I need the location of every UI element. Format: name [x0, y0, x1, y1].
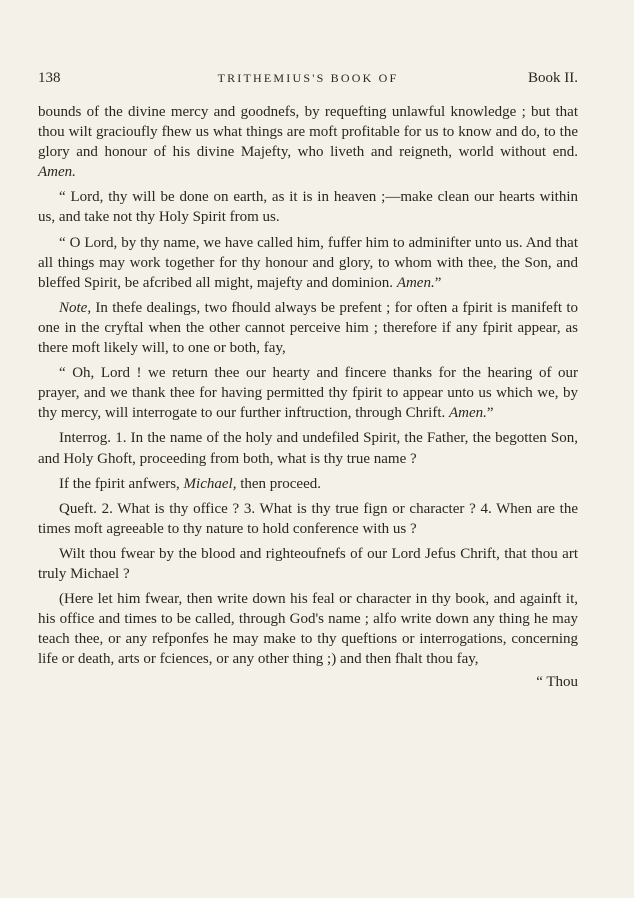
text-segment: Interrog. 1. In the name of the holy and undefiled Spirit, the Father, the begotten Son, and Holy Ghoft, proceeding from both, what is thy true name ? — [38, 430, 578, 467]
text-segment: Wilt thou fwear by the blood and righteoufnefs of our Lord Jefus Chrift, that thou art truly Michael ? — [38, 545, 578, 582]
paragraph — [38, 233, 578, 293]
text-segment: bounds of the divine mercy and goodnefs, by requefting unlawful knowledge ; but that thou wilt gracioufly fhew us what things are moft profitable for us to know and do, to the glory and honour of his divine Majefty, who liveth and reigneth, world without end. — [38, 104, 578, 161]
text-segment: If the fpirit anfwers, — [59, 475, 184, 492]
paragraph — [38, 363, 578, 423]
text-segment: ” — [486, 405, 494, 422]
text-segment: (Here let him fwear, then write down his feal or character in thy book, and againft it, his office and times to be called, through God's name ; alfo write down any thing he may teach thee, or any refponfes he may make to thy queftions or interrogations, concerning life or death, arts or fciences, or any other thing ;) and then fhalt thou fay, — [38, 591, 578, 668]
running-title: TRITHEMIUS'S BOOK OF — [217, 71, 399, 85]
paragraph — [38, 499, 578, 539]
text-segment: “ O Lord, by thy name, we have called him, fuffer him to adminifter unto us. And that all things may work together for thy honour and glory, to whom with thee, the Son, and bleffed Spirit, be afcribed all might, majefty and dominion. — [38, 234, 578, 291]
text-segment: Amen. — [38, 164, 76, 181]
paragraph — [38, 187, 578, 227]
text-segment: “ Lord, thy will be done on earth, as it is in heaven ;—make clean our hearts within us, and take not thy Holy Spirit from us. — [38, 189, 578, 226]
paragraph — [38, 298, 578, 358]
paragraph — [38, 428, 578, 468]
text-segment: ” — [434, 274, 442, 291]
text-segment: Michael, — [183, 475, 237, 492]
text-segment: “ Oh, Lord ! we return thee our hearty and fincere thanks for the hearing of our prayer, and we thank thee for having permitted thy fpirit to appear unto us which we, by thy mercy, will interrogate to our further inftruction, through Chrift. — [38, 365, 578, 422]
book-page — [38, 70, 578, 691]
text-segment: Amen. — [449, 405, 487, 422]
paragraph — [38, 474, 578, 494]
catchword: “ Thou — [536, 674, 578, 691]
text-segment: then proceed. — [236, 475, 321, 492]
paragraph — [38, 589, 578, 669]
page-header — [38, 70, 578, 92]
paragraph — [38, 544, 578, 584]
text-segment: Queft. 2. What is thy office ? 3. What is thy true fign or character ? 4. When are the times moft agreeable to thy nature to hold conference with us ? — [38, 500, 578, 537]
page-number: 138 — [38, 70, 61, 86]
text-segment: Note, — [59, 299, 92, 316]
body-text — [38, 102, 578, 669]
text-segment: In thefe dealings, two fhould always be prefent ; for often a fpirit is manifeft to one in the cryftal when the other cannot perceive him ; therefore if any fpirit appear, as there moft likely will, to one or both, fay, — [38, 299, 578, 357]
paragraph — [38, 102, 578, 182]
book-label: Book II. — [528, 70, 578, 86]
text-segment: Amen. — [396, 274, 435, 291]
